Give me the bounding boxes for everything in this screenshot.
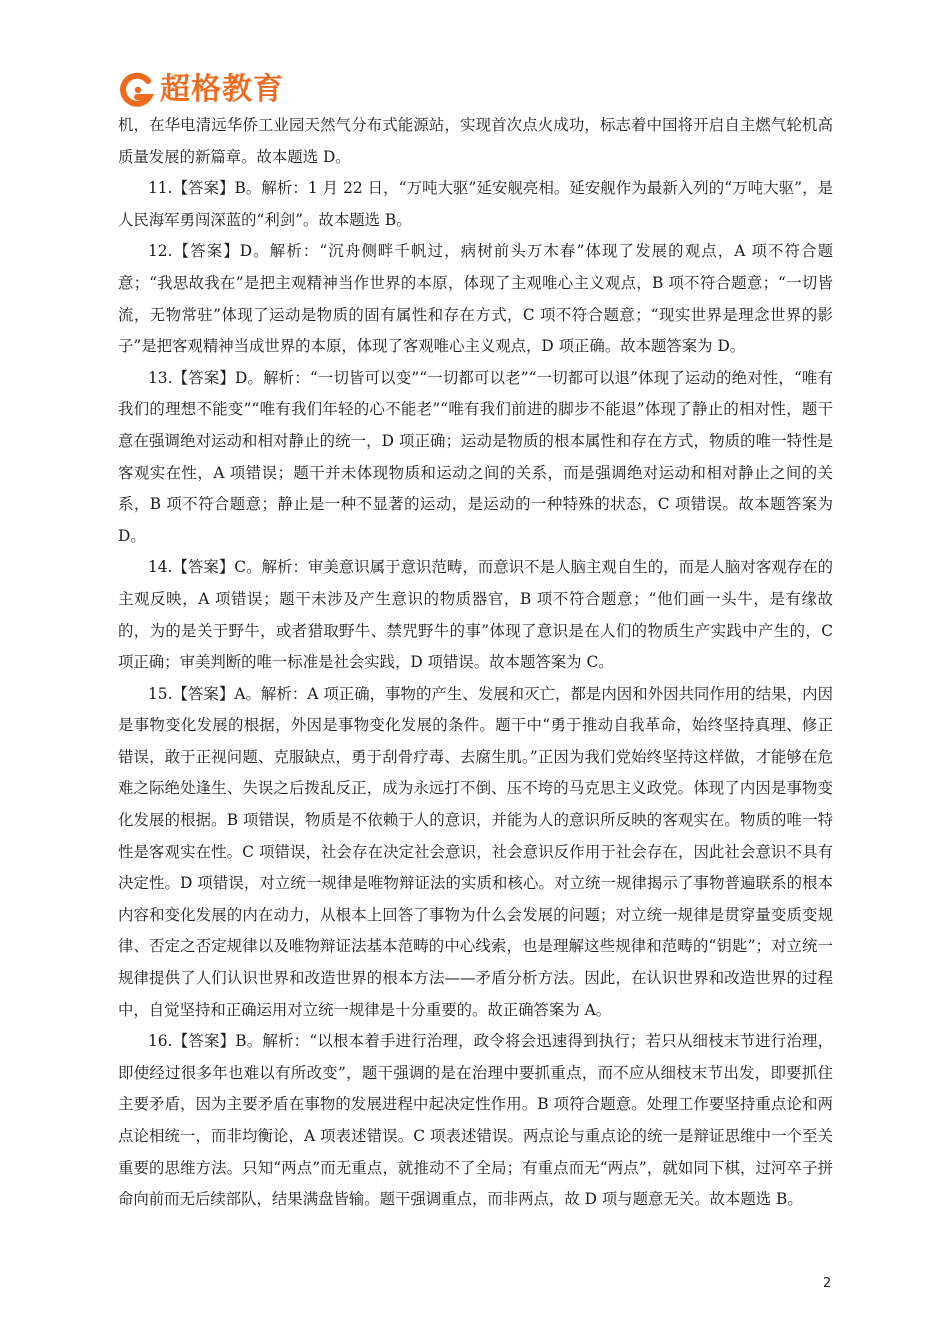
paragraph-continuation: 机，在华电清远华侨工业园天然气分布式能源站，实现首次点火成功，标志着中国将开启自主燃气轮机高质量发展的新篇章。故本题选 D。 bbox=[118, 116, 833, 166]
answer-13: 13.【答案】D。解析：“一切皆可以变”“一切都可以老”“一切都可以退”体现了运动的绝对性，“唯有我们的理想不能变”“唯有我们年轻的心不能老”“唯有我们前进的脚步不能退”体现了静止的相对性，题干意在强调绝对运动和相对静止的统一，D 项正确；运动是物质的根本属性和存在方式，物质的唯一特性是客观实在性，A 项错误；题干并未体现物质和运动之间的关系，而是强调绝对运动和相对静止之间的关系，B 项不符合题意；静止是一种不显著的运动，是运动的一种特殊的状态，C 项错误。故本题答案为 D。 bbox=[118, 368, 833, 545]
page-number: 2 bbox=[823, 1276, 832, 1291]
answer-14: 14.【答案】C。解析：审美意识属于意识范畴，而意识不是人脑主观自生的，而是人脑对客观存在的主观反映，A 项错误；题干未涉及产生意识的物质器官，B 项不符合题意；“他们画一头牛，是有缘故的，为的是关于野牛，或者猎取野牛、禁咒野牛的事”体现了意识是在人们的物质生产实践中产生的，C 项正确；审美判断的唯一标准是社会实践，D 项错误。故本题答案为 C。 bbox=[118, 558, 833, 672]
answer-16: 16.【答案】B。解析：“以根本着手进行治理，政令将会迅速得到执行；若只从细枝末节进行治理，即使经过很多年也难以有所改变”，题干强调的是在治理中要抓重点，而不应从细枝末节出发，即要抓住主要矛盾，因为主要矛盾在事物的发展进程中起决定性作用。B 项符合题意。处理工作要坚持重点论和两点论相统一，而非均衡论，A 项表述错误。C 项表述错误。两点论与重点论的统一是辩证思维中一个至关重要的思维方法。只知“两点”而无重点，就推动不了全局；有重点而无“两点”，就如同下棋，过河卒子拼命向前而无后续部队，结果满盘皆输。题干强调重点，而非两点，故 D 项与题意无关。故本题选 B。 bbox=[118, 1032, 833, 1209]
answer-text-body bbox=[118, 110, 833, 1216]
answer-12: 12.【答案】D。解析：“沉舟侧畔千帆过，病树前头万木春”体现了发展的观点，A 项不符合题意；“我思故我在”是把主观精神当作世界的本原，体现了主观唯心主义观点，B 项不符合题意；“一切皆流，无物常驻”体现了运动是物质的固有属性和存在方式，C 项不符合题意；“现实世界是理念世界的影子”是把客观精神当成世界的本原，体现了客观唯心主义观点，D 项正确。故本题答案为 D。 bbox=[118, 242, 833, 356]
logo-mark-icon bbox=[118, 72, 154, 108]
logo-text: 超格教育 bbox=[160, 72, 284, 107]
answer-15: 15.【答案】A。解析：A 项正确，事物的产生、发展和灭亡，都是内因和外因共同作用的结果，内因是事物变化发展的根据，外因是事物变化发展的条件。题干中“勇于推动自我革命，始终坚持真理、修正错误，敢于正视问题、克服缺点，勇于刮骨疗毒、去腐生肌。”正因为我们党始终坚持这样做，才能够在危难之际绝处逢生、失误之后拨乱反正，成为永远打不倒、压不垮的马克思主义政党。体现了内因是事物变化发展的根据。B 项错误，物质是不依赖于人的意识，并能为人的意识所反映的客观实在。物质的唯一特性是客观实在性。C 项错误，社会存在决定社会意识，社会意识反作用于社会存在，因此社会意识不具有决定性。D 项错误，对立统一规律是唯物辩证法的实质和核心。对立统一规律揭示了事物普遍联系的根本内容和变化发展的内在动力，从根本上回答了事物为什么会发展的问题；对立统一规律是贯穿量变质变规律、否定之否定规律以及唯物辩证法基本范畴的中心线索，也是理解这些规律和范畴的“钥匙”；对立统一规律提供了人们认识世界和改造世界的根本方法——矛盾分析方法。因此，在认识世界和改造世界的过程中，自觉坚持和正确运用对立统一规律是十分重要的。故正确答案为 A。 bbox=[118, 684, 833, 1019]
brand-logo bbox=[118, 70, 284, 110]
answer-11: 11.【答案】B。解析：1 月 22 日，“万吨大驱”延安舰亮相。延安舰作为最新入列的“万吨大驱”，是人民海军勇闯深蓝的“利剑”。故本题选 B。 bbox=[118, 179, 833, 229]
